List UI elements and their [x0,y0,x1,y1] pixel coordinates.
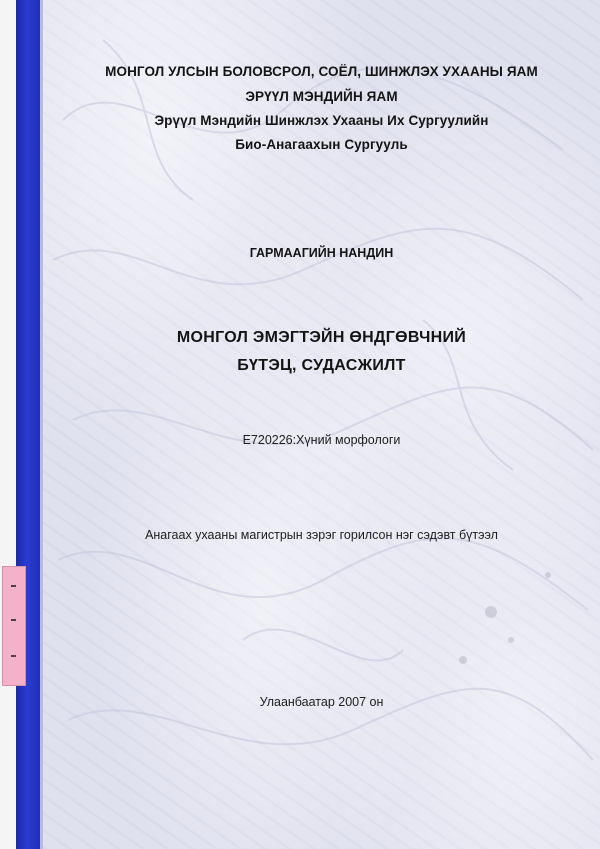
school-heading: Био-Анагаахын Сургууль [235,137,408,152]
sticker-mark [11,655,16,657]
place-and-year: Улаанбаатар 2007 он [259,695,384,709]
sticker-mark [11,619,16,621]
author-name: ГАРМААГИЙН НАНДИН [249,246,394,260]
specialty-code: Е720226:Хүний морфологи [242,433,401,447]
sticker-mark [11,585,16,587]
health-ministry-heading: ЭРҮҮЛ МЭНДИЙН ЯАМ [245,89,398,104]
scan-margin [0,0,16,849]
blue-binding-strip [16,0,40,849]
degree-statement: Анагаах ухааны магистрын зэрэг горилсон нэг сэдэвт бүтээл [145,528,498,542]
thesis-title-line1: МОНГОЛ ЭМЭГТЭЙН ӨНДГӨВЧНИЙ [176,329,467,346]
university-heading: Эрүүл Мэндийн Шинжлэх Ухааны Их Сургуулийн [154,113,489,128]
thesis-title-line2: БҮТЭЦ, СУДАСЖИЛТ [237,357,406,374]
library-label-sticker [2,566,26,686]
ministry-heading: МОНГОЛ УЛСЫН БОЛОВСРОЛ, СОЁЛ, ШИНЖЛЭХ УХААНЫ ЯАМ [105,64,538,79]
